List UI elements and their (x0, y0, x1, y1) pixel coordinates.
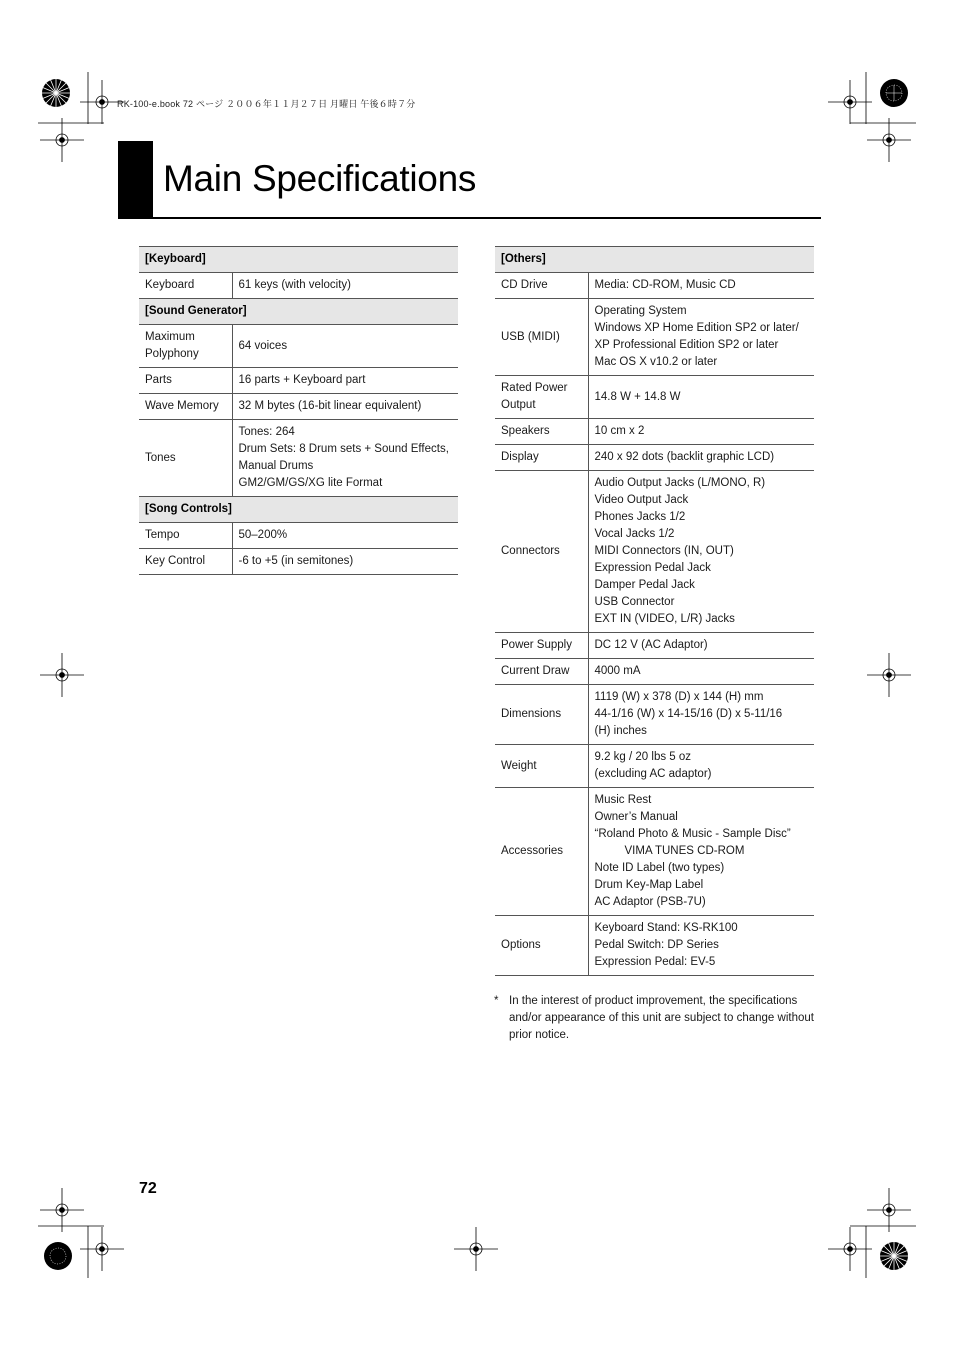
page-title: Main Specifications (163, 158, 477, 199)
spec-value-line: MIDI Connectors (IN, OUT) (594, 545, 734, 557)
spec-value-line: XP Professional Edition SP2 or later (594, 339, 779, 351)
spec-label-line: CD Drive (501, 279, 548, 291)
spec-value-line: Media: CD-ROM, Music CD (594, 279, 736, 291)
spec-value-line: Vocal Jacks 1/2 (594, 528, 675, 540)
spec-value-line: 240 x 92 dots (backlit graphic LCD) (594, 451, 775, 463)
spec-value-line: DC 12 V (AC Adaptor) (594, 639, 708, 651)
spec-label-line: Current Draw (501, 665, 570, 677)
spec-value-line: 32 M bytes (16-bit linear equivalent) (238, 400, 422, 412)
spec-value-line: Expression Pedal Jack (594, 562, 711, 574)
spec-value-line: Tones: 264 (238, 426, 295, 438)
spec-value-line: AC Adaptor (PSB-7U) (594, 896, 706, 908)
footnote-marker: * (494, 995, 499, 1007)
spec-label-line: Polyphony (145, 348, 199, 360)
spec-label-line: Power Supply (501, 639, 572, 651)
page-number: 72 (139, 1180, 157, 1197)
spec-label-line: Rated Power (501, 382, 568, 394)
spec-value-line: Phones Jacks 1/2 (594, 511, 686, 523)
spec-value-line: 50–200% (238, 529, 288, 541)
spec-value-line: USB Connector (594, 596, 675, 608)
spec-label-line: Keyboard (145, 279, 195, 291)
spec-label-line: Tones (145, 451, 176, 464)
spec-value-line: Music Rest (594, 794, 652, 806)
spec-value-line: 9.2 kg / 20 lbs 5 oz (594, 751, 692, 763)
spec-value-line: Damper Pedal Jack (594, 579, 695, 591)
spec-value-line: 14.8 W + 14.8 W (594, 390, 681, 403)
spec-label-line: Parts (145, 374, 172, 386)
spec-value-line: Drum Key-Map Label (594, 879, 704, 891)
section-title: [Keyboard] (139, 247, 458, 273)
spec-label-line: Dimensions (501, 708, 562, 720)
spec-label-line: Accessories (501, 845, 563, 857)
spec-value-line: Pedal Switch: DP Series (594, 939, 719, 951)
spec-label-line: Maximum (145, 331, 195, 343)
section-title: [Song Controls] (139, 497, 458, 523)
spec-value-line: 4000 mA (594, 665, 641, 677)
spec-label-line: Key Control (145, 555, 206, 567)
spec-label-line: Options (501, 939, 541, 951)
footnote-text: In the interest of product improvement, the specifications and/or appearance of this unit are subject to change without prior notice. (509, 995, 814, 1041)
spec-value-line: VIMA TUNES CD-ROM (624, 845, 745, 857)
spec-value-line: Expression Pedal: EV-5 (594, 956, 716, 968)
spec-value-line: Audio Output Jacks (L/MONO, R) (594, 477, 766, 489)
spec-label-line: Wave Memory (145, 400, 219, 412)
spec-value-line: 64 voices (238, 339, 288, 352)
spec-value-line: 10 cm x 2 (594, 425, 645, 437)
section-title: [Sound Generator] (139, 299, 458, 325)
spec-value-line: GM2/GM/GS/XG lite Format (238, 477, 383, 489)
spec-label-line: Speakers (501, 425, 550, 437)
spec-value-line: Drum Sets: 8 Drum sets + Sound Effects, (238, 443, 449, 455)
spec-value-line: Manual Drums (238, 460, 314, 472)
spec-label-line: Weight (501, 759, 537, 772)
spec-value-line: “Roland Photo & Music - Sample Disc” (594, 828, 791, 840)
spec-value-line: 1119 (W) x 378 (D) x 144 (H) mm (594, 691, 764, 703)
spec-value-line: 16 parts + Keyboard part (238, 374, 366, 386)
spec-value-line: Video Output Jack (594, 494, 689, 506)
spec-value-line: 61 keys (with velocity) (238, 279, 351, 291)
spec-value-line: 44-1/16 (W) x 14-15/16 (D) x 5-11/16 (594, 708, 783, 720)
spec-value-line: -6 to +5 (in semitones) (238, 555, 354, 567)
spec-label-line: Connectors (501, 545, 560, 557)
spec-value-line: Windows XP Home Edition SP2 or later/ (594, 322, 799, 334)
print-header: RK-100-e.book 72 ページ ２００６年１１月２７日 月曜日 午後６時７分 (117, 99, 416, 109)
spec-value-line: Owner’s Manual (594, 811, 678, 823)
spec-value-line: (H) inches (594, 725, 647, 737)
spec-value-line: Note ID Label (two types) (594, 862, 725, 874)
spec-value-line: EXT IN (VIDEO, L/R) Jacks (594, 613, 735, 625)
spec-label-line: Output (501, 399, 536, 411)
spec-label-line: USB (MIDI) (501, 330, 560, 343)
spec-value-line: (excluding AC adaptor) (594, 768, 712, 780)
spec-label-line: Display (501, 451, 539, 463)
spec-value-line: Keyboard Stand: KS-RK100 (594, 922, 738, 934)
spec-label-line: Tempo (145, 529, 180, 541)
section-title: [Others] (495, 247, 814, 273)
spec-value-line: Mac OS X v10.2 or later (594, 356, 718, 368)
spec-value-line: Operating System (594, 305, 687, 317)
